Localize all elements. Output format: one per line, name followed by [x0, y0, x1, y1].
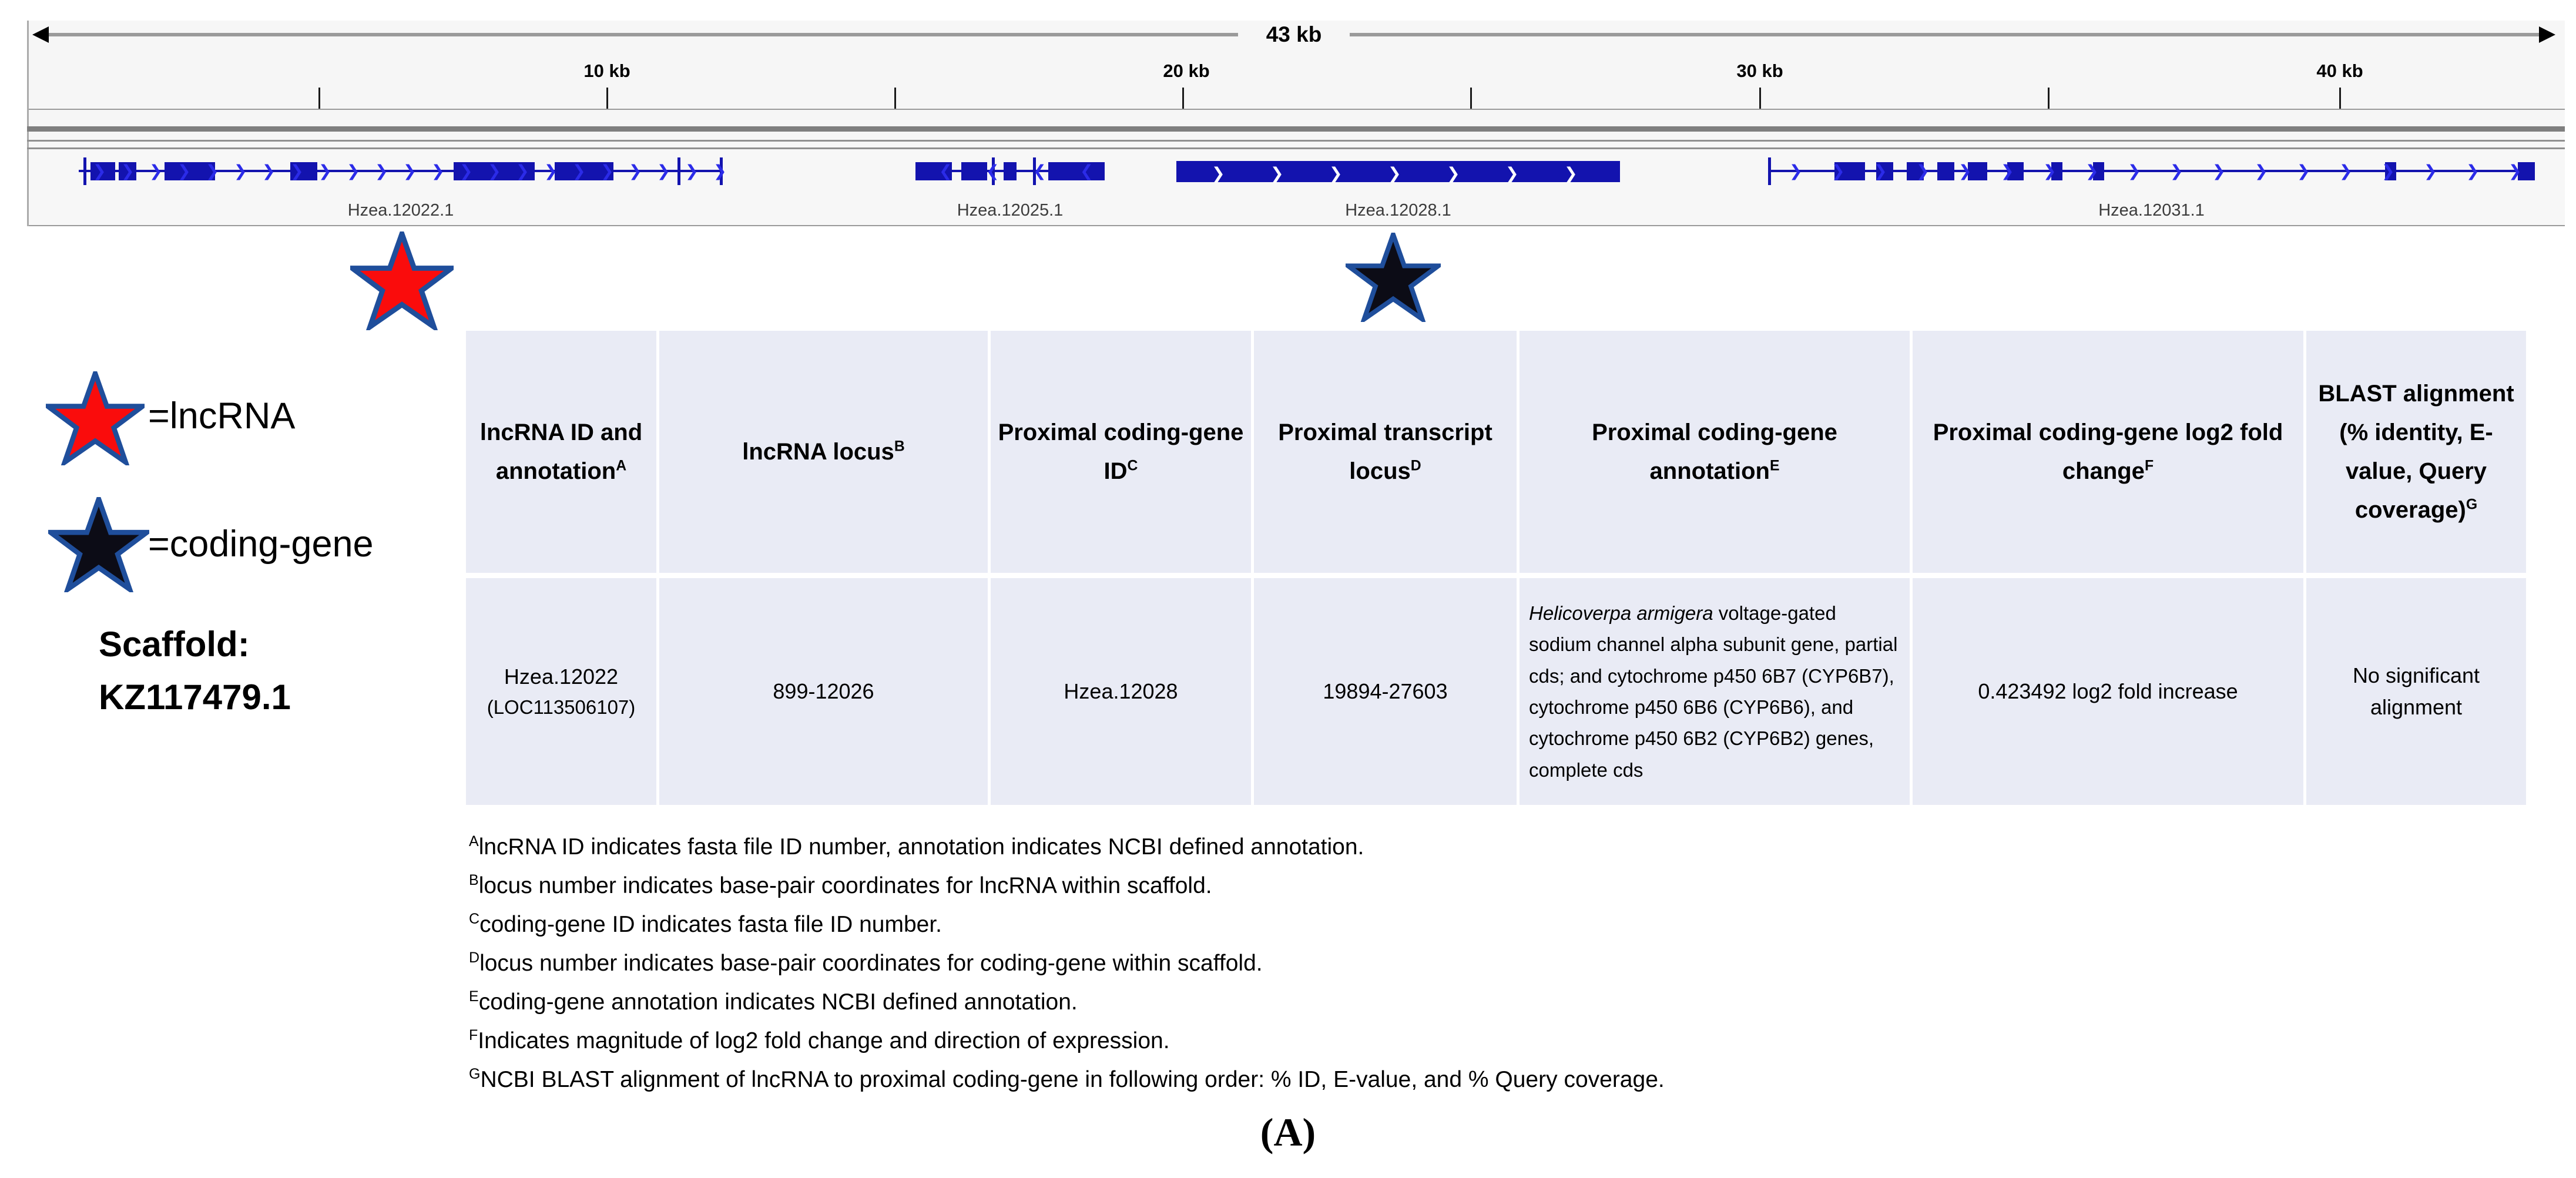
strand-chevron: ❯ [2085, 162, 2099, 180]
strand-chevron: ❯ [685, 162, 699, 180]
table-cell-text: 899-12026 [773, 679, 874, 703]
strand-chevron: ❯ [2212, 162, 2226, 180]
strand-chevron: ❯ [431, 162, 445, 180]
strand-chevron: ❯ [2255, 162, 2268, 180]
scale-ruler [32, 24, 2555, 45]
strand-chevron: ❯ [544, 162, 558, 180]
strand-chevron: ❮ [939, 162, 952, 180]
strand-chevron: ❯ [262, 162, 276, 180]
strand-chevron: ❯ [1329, 165, 1343, 182]
strand-chevron: ❯ [2466, 162, 2480, 180]
strand-chevron: ❯ [290, 162, 304, 180]
lncrna-red-star-icon [350, 231, 454, 330]
ruler-right-arrow-icon [2539, 26, 2555, 43]
strand-chevron: ❯ [629, 162, 642, 180]
footnote-line: $^C$coding-gene ID indicates fasta file ID number. [469, 911, 942, 937]
table-header-cell [659, 331, 988, 573]
track-divider-thin [27, 140, 2565, 142]
gene-boundary-bar [677, 157, 680, 185]
table-cell [2306, 578, 2526, 805]
strand-chevron: ❯ [572, 162, 586, 180]
strand-chevron: ❯ [149, 162, 163, 180]
table-cell-line: Hzea.12022 [504, 664, 619, 689]
strand-chevron: ❯ [1212, 165, 1225, 182]
strand-chevron: ❯ [2424, 162, 2437, 180]
table-header-cell [1254, 331, 1517, 573]
strand-chevron: ❯ [459, 162, 473, 180]
table-footnotes [469, 825, 2173, 1096]
gene-label: Hzea.12022.1 [347, 201, 454, 220]
gene-model [1176, 162, 1620, 227]
ruler-tick [2339, 88, 2341, 109]
ruler-tick [1182, 88, 1184, 109]
strand-chevron: ❯ [488, 162, 501, 180]
footnote-line: $^E$coding-gene annotation indicates NCBI defined annotation. [469, 988, 1078, 1015]
table-cell-text: Hzea.12028 [1064, 679, 1178, 703]
table-header-cell [2306, 331, 2526, 573]
strand-chevron: ❯ [1447, 165, 1460, 182]
table-cell-text: 19894-27603 [1323, 679, 1448, 703]
strand-chevron: ❯ [2001, 162, 2014, 180]
legend-red-star-icon [46, 371, 145, 465]
strand-chevron: ❯ [403, 162, 417, 180]
ruler-span-label: 43 kb [1266, 22, 1322, 46]
strand-chevron: ❯ [2043, 162, 2057, 180]
strand-chevron: ❯ [177, 162, 191, 180]
strand-chevron: ❯ [1874, 162, 1887, 180]
lncrna-annotation-table [466, 331, 2526, 805]
table-header-cell [466, 331, 656, 573]
strand-chevron: ❯ [516, 162, 529, 180]
table-header-text: Proximal coding-gene $ID^C$ [998, 419, 1244, 484]
table-cell [991, 578, 1251, 805]
table-header-text: Proximal transcript locus$^D$ [1278, 419, 1492, 484]
strand-chevron: ❯ [1832, 162, 1845, 180]
strand-chevron: ❯ [1958, 162, 1972, 180]
strand-chevron: ❯ [2297, 162, 2310, 180]
panel-caption: (A) [1260, 1110, 1316, 1154]
strand-chevron: ❮ [1033, 162, 1046, 180]
footnote-line: $^F$Indicates magnitude of log2 fold change and direction of expression. [469, 1027, 1170, 1053]
ruler-bottom-border [29, 109, 2565, 110]
gene-exon-box [961, 162, 987, 180]
gene-label: Hzea.12028.1 [1345, 201, 1451, 220]
gene-exon-box [1048, 162, 1105, 180]
strand-chevron: ❯ [657, 162, 670, 180]
track-divider-thin [27, 147, 2565, 149]
legend-lncrna-label: =lncRNA [148, 395, 296, 437]
strand-chevron: ❯ [318, 162, 332, 180]
strand-chevron: ❯ [234, 162, 247, 180]
table-header-text: Proximal coding-gene annotation$^E$ [1592, 419, 1837, 484]
footnote-line: $^D$locus number indicates base-pair coordinates for coding-gene within scaffold. [469, 949, 1263, 976]
ruler-tick [1759, 88, 1761, 109]
strand-chevron: ❯ [347, 162, 360, 180]
gene-exon-box [1937, 162, 1954, 180]
gene-label: Hzea.12025.1 [957, 201, 1064, 220]
strand-chevron: ❯ [2170, 162, 2183, 180]
table-cell-text: No significant alignment [2352, 663, 2480, 719]
table-cell [1520, 578, 1910, 805]
strand-chevron: ❯ [2128, 162, 2141, 180]
table-cell [1254, 578, 1517, 805]
strand-chevron: ❯ [1270, 165, 1284, 182]
ruler-tick [2048, 88, 2050, 109]
strand-chevron: ❯ [121, 162, 135, 180]
table-cell-line: (LOC113506107) [487, 696, 636, 719]
gene-exon-box [1004, 162, 1017, 180]
strand-chevron: ❯ [1789, 162, 1803, 180]
ruler-tick-label: 40 kb [2316, 61, 2363, 81]
gene-boundary-bar [1768, 157, 1771, 185]
strand-chevron: ❯ [1916, 162, 1930, 180]
ruler-tick-label: 20 kb [1163, 61, 1210, 81]
strand-chevron: ❯ [1388, 165, 1401, 182]
table-cell-text: 0.423492 log2 fold increase [1978, 679, 2238, 703]
table-cell [1913, 578, 2303, 805]
strand-chevron: ❯ [1564, 165, 1578, 182]
strand-chevron: ❯ [2508, 162, 2522, 180]
ruler-line-left [49, 33, 1238, 36]
ruler-tick [894, 88, 896, 109]
table-cell [659, 578, 988, 805]
strand-chevron: ❯ [2339, 162, 2353, 180]
scaffold-id: KZ117479.1 [99, 677, 291, 717]
table-header-text: lncRNA ID and annotation$^A$ [479, 419, 643, 484]
table-header-cell [1913, 331, 2303, 573]
gene-model [79, 162, 727, 227]
gene-model [915, 162, 1105, 227]
strand-chevron: ❯ [1505, 165, 1519, 182]
ruler-tick-label: 30 kb [1736, 61, 1783, 81]
table-header-text: BLAST alignment (% identity, E-value, Query coverage)$^G$ [2318, 381, 2514, 523]
table-header-text: lncRNA locus$^B$ [742, 438, 905, 465]
gene-model [1768, 162, 2535, 227]
strand-chevron: ❯ [206, 162, 219, 180]
track-divider [27, 126, 2565, 132]
ruler-tick [1470, 88, 1472, 109]
ruler-tick [318, 88, 320, 109]
ruler-tick [606, 88, 608, 109]
strand-chevron: ❮ [1080, 162, 1094, 180]
gene-boundary-bar [83, 157, 86, 185]
table-cell-text: Helicoverpa armigera voltage-gated sodium channel alpha subunit gene, partial cds; and cytochrome p450 6B7 (CYP6B7), cytochrome p450 6B6 (CYP6B6), and cytochrome p450 6B2 (CYP6B2) genes, complete cds [1529, 602, 1898, 781]
strand-chevron: ❯ [2382, 162, 2395, 180]
strand-chevron: ❯ [601, 162, 614, 180]
strand-chevron: ❯ [713, 162, 727, 180]
strand-chevron: ❮ [986, 162, 999, 180]
ruler-tick-label: 10 kb [583, 61, 630, 81]
scaffold-label: Scaffold: [99, 625, 250, 664]
coding-gene-black-star-icon [1346, 233, 1441, 322]
footnote-line: $^A$lncRNA ID indicates fasta file ID number, annotation indicates NCBI defined annotation. [469, 833, 1364, 860]
legend-black-star-icon [48, 497, 149, 592]
footnote-line: $^B$locus number indicates base-pair coordinates for lncRNA within scaffold. [469, 872, 1212, 898]
legend-coding-gene-label: =coding-gene [148, 523, 374, 565]
strand-chevron: ❯ [93, 162, 106, 180]
ruler-line-right [1350, 33, 2539, 36]
strand-chevron: ❯ [375, 162, 388, 180]
table-header-cell [991, 331, 1251, 573]
footnote-line: $^G$NCBI BLAST alignment of lncRNA to proximal coding-gene in following order: % ID, E-value, and % Query coverage. [469, 1066, 1665, 1092]
gene-label: Hzea.12031.1 [2098, 201, 2205, 220]
table-header-cell [1520, 331, 1910, 573]
table-header-text: Proximal coding-gene log2 fold change$^F$ [1933, 419, 2283, 484]
table-cell [466, 578, 656, 805]
ruler-left-arrow-icon [32, 26, 49, 43]
